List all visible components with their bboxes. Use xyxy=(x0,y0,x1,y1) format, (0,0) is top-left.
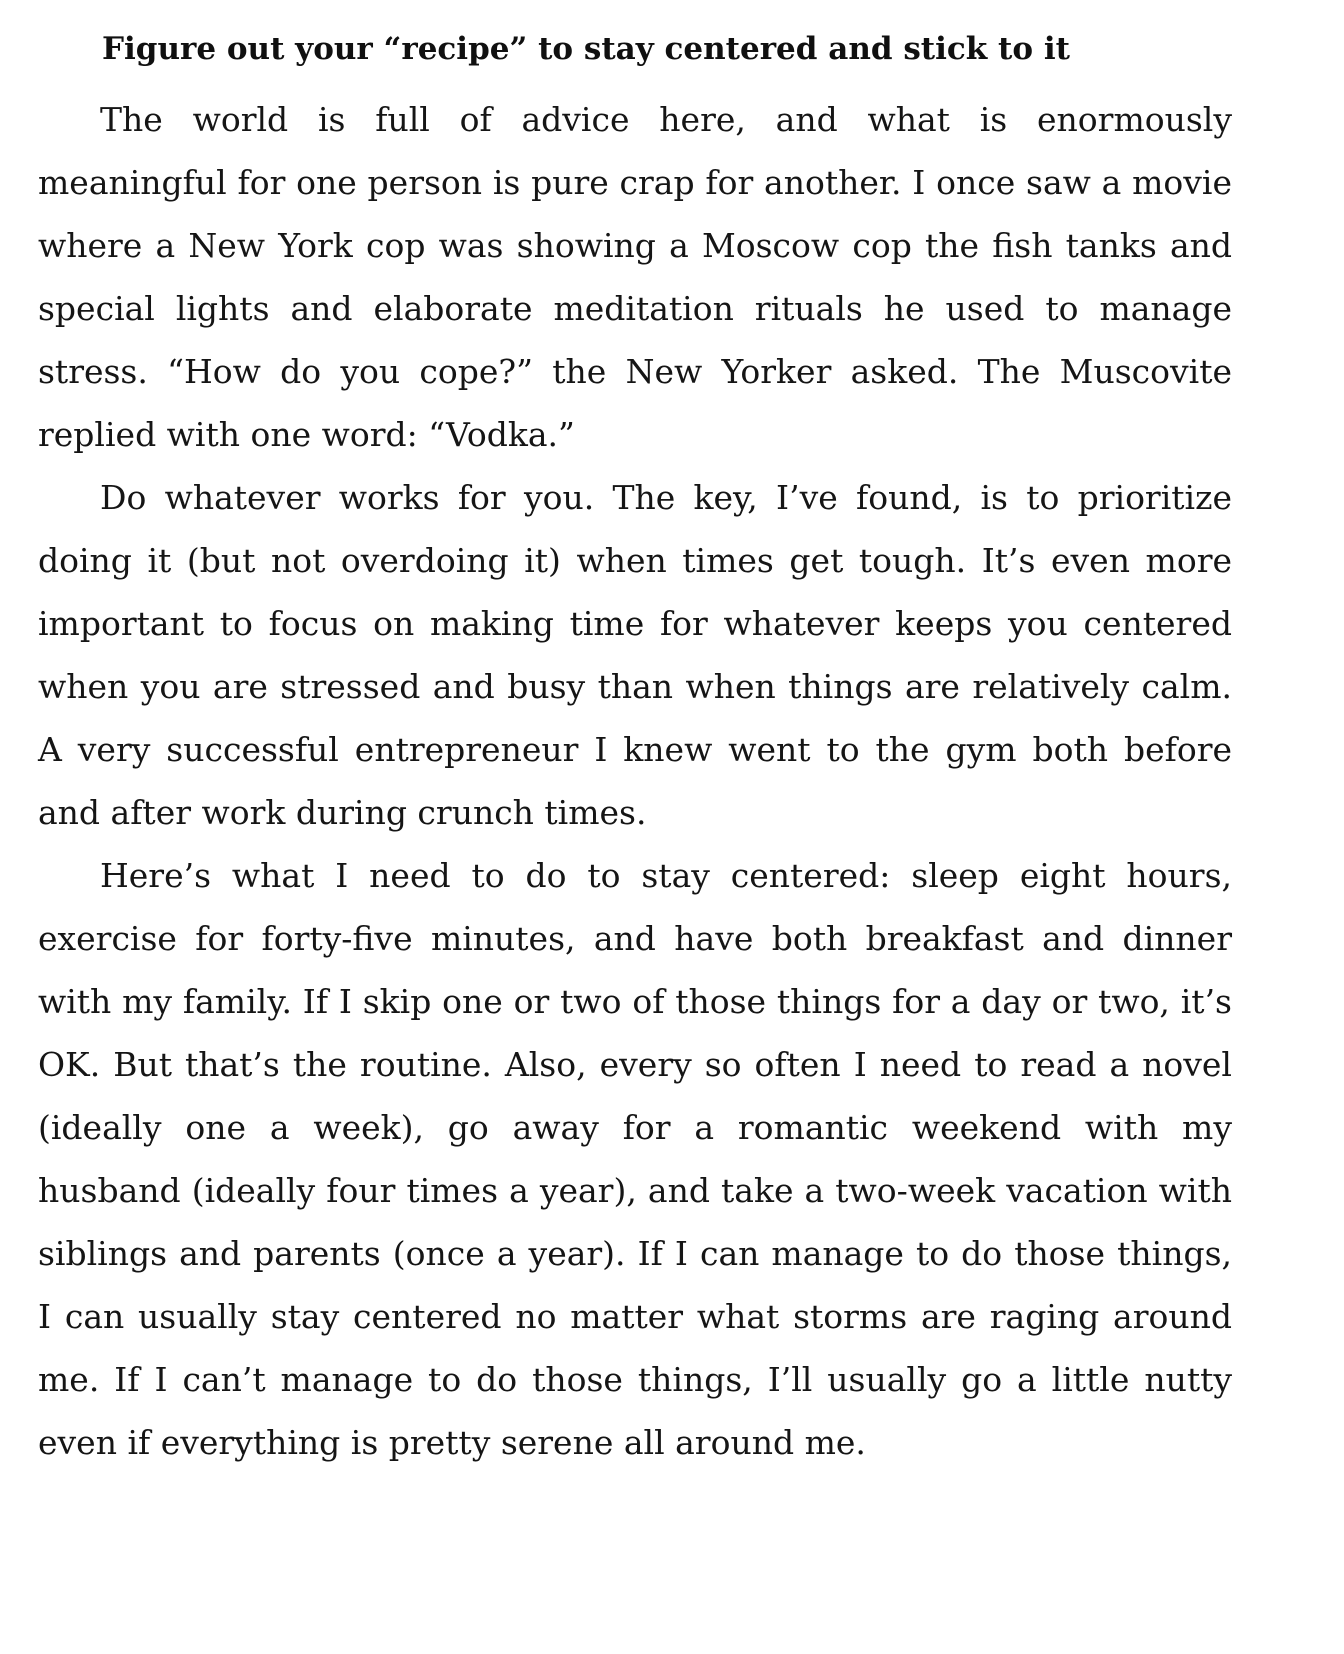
paragraph-2: Do whatever works for you. The key, I’ve found, is to prioritize doing it (but not overdoing it) when times get tough. It’s even more important to focus on making time for whatever keeps you centered when you are stressed and busy than when things are relatively calm. A very successful entrepreneur I knew went to the gym both before and after work during crunch times. xyxy=(38,478,1232,832)
section-heading: Figure out your “recipe” to stay centered and stick to it xyxy=(102,31,1070,67)
paragraph-1: The world is full of advice here, and what is enormously meaningful for one person is pure crap for another. I once saw a movie where a New York cop was showing a Moscow cop the fish tanks and special lights and elaborate meditation rituals he used to manage stress. “How do you cope?” the New Yorker asked. The Muscovite replied with one word: “Vodka.” xyxy=(38,100,1232,454)
paragraph-3: Here’s what I need to do to stay centered: sleep eight hours, exercise for forty-five minutes, and have both breakfast and dinner with my family. If I skip one or two of those things for a day or two, it’s OK. But that’s the routine. Also, every so often I need to read a novel (ideally one a week), go away for a romantic weekend with my husband (ideally four times a year), and take a two-week vacation with siblings and parents (once a year). If I can manage to do those things, I can usually stay centered no matter what storms are raging around me. If I can’t manage to do those things, I’ll usually go a little nutty even if everything is pretty serene all around me. xyxy=(38,856,1232,1462)
